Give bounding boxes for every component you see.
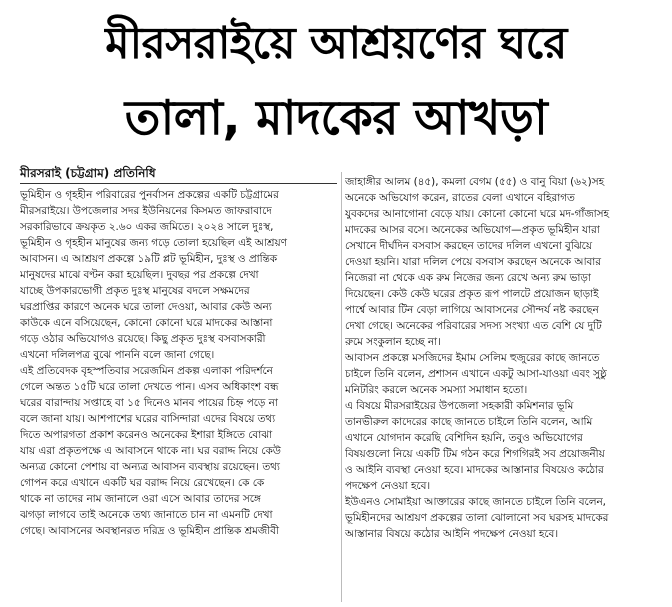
article-text-line: জাহাঙ্গীর আলম (৪৫), কমলা বেগম (৫৫) ও বানু বিয়া (৬২)সহ (345, 176, 605, 188)
article-body-right-column (345, 174, 665, 542)
article-text-line: বলে জানা যায়। আশপাশের ঘরের বাসিন্দারা এদের বিষয়ে তথ্য (20, 413, 276, 425)
article-text-line: ঝগড়া লাগবে তাই অনেকে তথ্য জানাতে চান না এমনটি দেখা (20, 509, 273, 521)
article-text-line: গেছে। আবাসনের অবস্থানরত দরিদ্র ও ভূমিহীন প্রান্তিক শ্রমজীবী (20, 525, 279, 537)
article-text-line: ইউএনও সোমাইয়া আক্তারের কাছে জানতে চাইলে তিনি বলেন, (345, 496, 606, 508)
article-text-line: দেওয়া হয়নি। যারা দলিল পেয়ে বসবাস করছেন অনেকে আবার (345, 256, 601, 268)
article-text-line: তানভীরুল কাদেরের কাছে জানতে চাইলে তিনি বলেন, আমি (345, 416, 593, 428)
article-text-line: পদক্ষেপ নেওয়া হবে। (345, 480, 431, 492)
byline-divider (20, 183, 337, 184)
article-text-line: ভূমিহীন ও গৃহহীন মানুষের জন্য গড়ে তোলা হয়েছিল এই আশ্রয়ণ (20, 237, 287, 249)
article-body-left-column (20, 187, 337, 539)
article-text-line: বিষয়গুলো নিয়ে একটি টিম গঠন করে শিগগিরই সব প্রয়োজনীয় (345, 448, 605, 460)
article-text-line: যাচ্ছে উপকারভোগী প্রকৃত দুঃস্থ মানুষের বদলে সক্ষমদের (20, 285, 250, 297)
article-text-line: গোপন করে এখানে একটি ঘর বরাদ্দ নিয়ে রেখেছেন। কে কে (20, 477, 265, 489)
article-text-line: নিজেরা না থেকে এক রুম নিজের জন্য রেখে অন্য রুম ভাড়া (345, 272, 591, 284)
article-text-line: কাউকে এনে বসিয়েছেন, কোনো কোনো ঘরে মাদকের আস্তানা (20, 317, 273, 329)
article-text-line: দিয়েছেন। কেউ কেউ ঘরের প্রকৃত রূপ পালটে প্রয়োজন ছাড়াই (345, 288, 599, 300)
article-text-line: গেলে অন্তত ১৫টি ঘরে তালা দেখতে পান। এসব অধিকাংশ বন্ধ (20, 381, 279, 393)
article-text-line: ঘরপ্রাপ্তির কারণে অনেক ঘরে তালা দেওয়া, আবার কেউ অন্য (20, 301, 272, 313)
article-text-line: আস্তানার বিষয়ে কঠোর আইনি পদক্ষেপ নেওয়া হবে। (345, 528, 559, 540)
byline: মীরসরাই (চট্টগ্রাম) প্রতিনিধি (20, 166, 156, 180)
article-text-line: পার্শ্বে আবার টিন বেড়া লাগিয়ে আবাসনের সৌন্দর্য নষ্ট করছেন (345, 304, 599, 316)
headline-line-1: মীরসরাইয়ে আশ্রয়ণের ঘরে (105, 18, 567, 69)
article-text-line: মীরসরাইয়ে। উপজেলার সদর ইউনিয়নের কিসমত জাফরাবাদে (20, 205, 272, 217)
article-text-line: অন্যত্র কোনো পেশায় বা অন্যত্র আবাসন ব্যবস্থায় রয়েছেন। তথ্য (20, 461, 280, 473)
article-text-line: ও আইনি ব্যবস্থা নেওয়া হবে। মাদকের আস্তানার বিষয়েও কঠোর (345, 464, 604, 476)
article-text-line: দেখা গেছে। অনেকের পরিবারের সদস্য সংখ্যা এত বেশি যে দুটি (345, 320, 602, 332)
article-text-line: ভূমিহীন ও গৃহহীন পরিবারের পুনর্বাসন প্রকল্পের একটি চট্টগ্রামের (20, 189, 279, 201)
article-text-line: ঘরের বারান্দায় সপ্তাহে বা ১৫ দিনেও মানব পায়ের চিহ্ন পড়ে না (20, 397, 278, 409)
article-text-line: দিতে অপারগতা প্রকাশ করেনও অনেকের ইশারা ইঙ্গিতে বোঝা (20, 429, 273, 441)
article-text-line: মানুষদের মাঝে বণ্টন করা হয়েছিল। দুবছর পর প্রকল্পে দেখা (20, 269, 259, 281)
article-text-line: সেখানে দীর্ঘদিন বসবাস করছেন তাদের দলিল এখনো বুঝিয়ে (345, 240, 592, 252)
article-text-line: মনিটরিং করলে অনেক সমস্যা সমাধান হতো। (345, 384, 528, 396)
column-divider (341, 172, 342, 602)
article-text-line: যায় এরা প্রকৃতপক্ষে এ আবাসনে থাকে না। ঘর বরাদ্দ নিয়ে কেউ (20, 445, 281, 457)
article-text-line: আবাসন। এ আশ্রয়ণ প্রকল্পে ১৯টি প্লট ভূমিহীন, দুঃস্থ ও প্রান্তিক (20, 253, 278, 265)
article-text-line: ভূমিহীনদের আশ্রয়ণ প্রকল্পের তালা ঝোলানো সব ঘরসহ মাদকের (345, 512, 609, 524)
article-text-line: এই প্রতিবেদক বৃহস্পতিবার সরেজমিন প্রকল্প এলাকা পরিদর্শনে (20, 365, 273, 377)
article-text-line: যুবকদের আনাগোনা বেড়ে যায়। কোনো কোনো ঘরে মদ-গাঁজাসহ (345, 208, 610, 220)
article-text-line: মাদকের আসর বসে। অনেকের অভিযোগ—প্রকৃত ভূমিহীন যারা (345, 224, 600, 236)
article-text-line: গড়ে ওঠার অভিযোগও রয়েছে। কিছু প্রকৃত দুঃস্থ বসবাসকারী (20, 333, 266, 345)
article-text-line: আবাসন প্রকল্পে মসজিদের ইমাম সেলিম হুজুরের কাছে জানতে (345, 352, 600, 364)
article-text-line: অনেকে অভিযোগ করেন, রাতের বেলা এখানে বহিরাগত (345, 192, 575, 204)
headline (0, 0, 672, 160)
article-text-line: সরকারিভাবে ক্রয়কৃত ২.৬০ একর জমিতে। ২০২৪ সালে দুঃস্থ, (20, 221, 274, 233)
article-text-line: রুমে সংকুলান হচ্ছে না। (345, 336, 441, 348)
article-text-line: এখানে যোগদান করেছি বেশিদিন হয়নি, তবুও অভিযোগের (345, 432, 583, 444)
article-text-line: চাইলে তিনি বলেন, প্রশাসন এখানে একটু আসা-যাওয়া এবং সুষ্ঠু (345, 368, 607, 380)
article-text-line: এ বিষয়ে মীরসরাইয়ের উপজেলা সহকারী কমিশনার ভূমি (345, 400, 574, 412)
headline-line-2: তালা, মাদকের আখড়া (124, 91, 548, 146)
article-text-line: থাকে না তাদের নাম জানালে ওরা এসে আবার তাদের সঙ্গে (20, 493, 261, 505)
article-text-line: এখনো দলিলপত্র বুঝে পাননি বলে জানা গেছে। (20, 349, 215, 361)
